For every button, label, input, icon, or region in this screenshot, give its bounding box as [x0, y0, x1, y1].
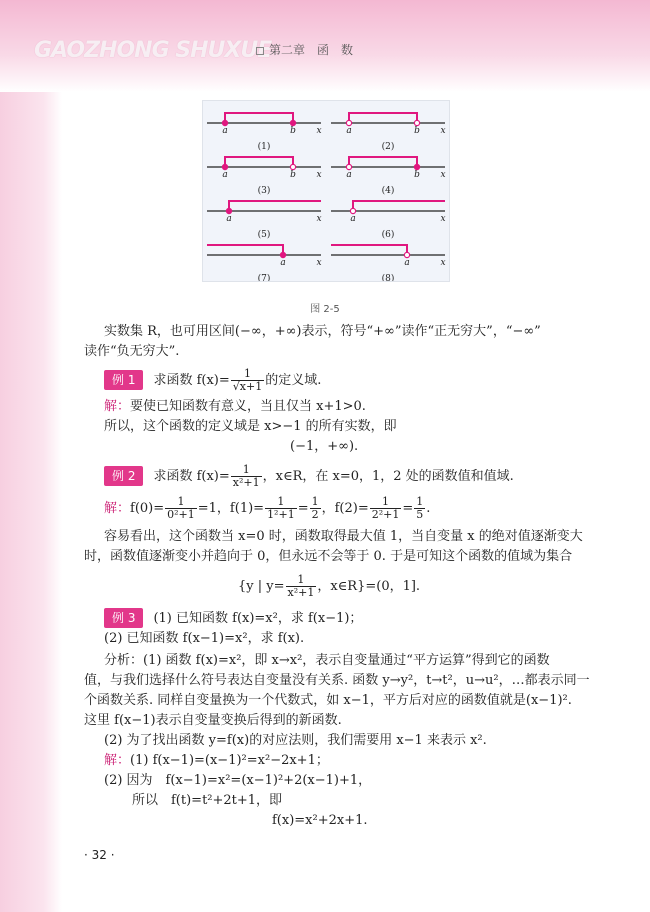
side-band — [0, 0, 62, 912]
example-1 — [104, 368, 321, 393]
numerator: 1 — [165, 496, 197, 509]
solution-text: 要使已知函数有意义，当且仅当 x+1>0. — [130, 399, 366, 414]
fraction — [414, 496, 425, 521]
interval-panel — [207, 201, 322, 240]
solution-line: 所以，这个函数的定义域是 x>−1 的所有实数，即 — [104, 419, 397, 434]
fraction — [286, 574, 317, 599]
page-number: · 32 · — [84, 848, 115, 862]
interval-panel — [207, 113, 322, 152]
tick-label-b: b — [414, 170, 420, 180]
solution-line: f(x)=x²+2x+1. — [272, 813, 368, 828]
fraction — [231, 368, 264, 393]
example-2 — [104, 464, 514, 489]
axis-label-x: x — [316, 214, 322, 224]
solution-2 — [104, 496, 430, 521]
range-set — [238, 574, 420, 599]
fraction — [265, 496, 297, 521]
solution-text: =1，f(1)= — [197, 501, 265, 516]
numerator: 1 — [265, 496, 297, 509]
interval-diagrams — [203, 101, 449, 281]
example-line: (2) 已知函数 f(x−1)=x²，求 f(x). — [104, 631, 305, 646]
chapter-title — [256, 41, 353, 58]
fraction — [231, 464, 262, 489]
tick-label-a: a — [346, 126, 352, 136]
denominator: 1²+1 — [267, 508, 295, 521]
tick-label-b: b — [414, 126, 420, 136]
numerator: 1 — [231, 368, 264, 381]
tick-label-a: a — [222, 126, 228, 136]
solution-text: (1) f(x−1)=(x−1)²=x²−2x+1； — [130, 753, 329, 768]
tick-label-a: a — [226, 214, 232, 224]
solution-label: 解： — [104, 399, 131, 414]
denominator: 2²+1 — [371, 508, 400, 521]
solution-line: 所以 f(t)=t²+2t+1，即 — [132, 793, 283, 808]
panel-label: (2) — [381, 142, 395, 152]
axis-label-x: x — [316, 126, 322, 136]
solution-1 — [104, 398, 366, 416]
tick-label-a: a — [404, 258, 410, 268]
example-tag: 例 1 — [104, 370, 143, 390]
axis-label-x: x — [316, 170, 322, 180]
solution-3 — [104, 752, 329, 770]
paragraph-line: 读作“负无穷大”. — [84, 344, 180, 359]
example-text: 的定义域. — [265, 373, 322, 388]
tick-label-b: b — [290, 170, 296, 180]
fraction — [310, 496, 321, 521]
tick-label-a: a — [280, 258, 286, 268]
figure-caption: 图 2-5 — [310, 304, 340, 315]
numerator: 1 — [286, 574, 317, 587]
denominator: 5 — [416, 508, 424, 521]
example-3 — [104, 608, 362, 628]
solution-text: = — [402, 501, 414, 516]
panel-label: (7) — [257, 274, 271, 281]
paragraph-line: 时，函数值逐渐变小并趋向于 0，但永远不会等于 0. 于是可知这个函数的值域为集合 — [84, 549, 573, 564]
chapter-text: 第二章 函 数 — [269, 43, 354, 57]
example-tag: 例 3 — [104, 608, 143, 628]
axis-label-x: x — [440, 126, 446, 136]
solution-label: 解： — [104, 501, 131, 516]
numerator: 1 — [311, 495, 319, 508]
interval-panel — [207, 157, 322, 196]
solution-text: = — [297, 501, 309, 516]
fraction — [370, 496, 402, 521]
denominator: 0²+1 — [167, 508, 195, 521]
panel-label: (8) — [381, 274, 395, 281]
axis-label-x: x — [440, 258, 446, 268]
analysis-line: 这里 f(x−1)表示自变量变换后得到的新函数. — [84, 713, 342, 728]
analysis-line: 分析：(1) 函数 f(x)=x²，即 x→x²，表示自变量通过“平方运算”得到它的函数 — [104, 653, 550, 668]
panel-label: (5) — [257, 230, 271, 240]
interval-panel — [331, 113, 446, 152]
example-text: 求函数 f(x)= — [153, 469, 230, 484]
brand-logo: GAOZHONG SHUXUE — [34, 38, 272, 63]
interval-panel — [331, 201, 446, 240]
denominator: x²+1 — [232, 476, 260, 489]
solution-text: ，f(2)= — [321, 501, 369, 516]
interval-figure — [202, 100, 450, 282]
tick-label-b: b — [290, 126, 296, 136]
panel-label: (6) — [381, 230, 395, 240]
example-text: (1) 已知函数 f(x)=x²，求 f(x−1)； — [153, 611, 363, 626]
example-tag: 例 2 — [104, 466, 143, 486]
set-text: ，x∈R}=(0，1]. — [317, 579, 421, 594]
denominator: x²+1 — [287, 586, 315, 599]
panel-label: (1) — [257, 142, 271, 152]
example-text: 求函数 f(x)= — [153, 373, 230, 388]
set-text: {y | y= — [238, 579, 285, 594]
panel-label: (3) — [257, 186, 271, 196]
interval-panel — [331, 157, 446, 196]
solution-label: 解： — [104, 753, 131, 768]
interval-panel — [207, 245, 322, 281]
interval-panel — [331, 245, 446, 281]
solution-line: (2) 因为 f(x−1)=x²=(x−1)²+2(x−1)+1， — [104, 773, 372, 788]
numerator: 1 — [370, 496, 402, 509]
denominator: √x+1 — [232, 380, 263, 393]
tick-label-a: a — [350, 214, 356, 224]
solution-text: f(0)= — [130, 501, 165, 516]
numerator: 1 — [231, 464, 262, 477]
tick-label-a: a — [222, 170, 228, 180]
fraction — [165, 496, 197, 521]
numerator: 1 — [416, 495, 424, 508]
analysis-line: 个函数关系. 同样自变量换为一个代数式，如 x−1，平方后对应的函数值就是(x−1)². — [84, 693, 572, 708]
square-icon — [256, 47, 264, 55]
example-text: ，x∈R，在 x=0，1，2 处的函数值和值域. — [262, 469, 514, 484]
paragraph-line: 容易看出，这个函数当 x=0 时，函数取得最大值 1，当自变量 x 的绝对值逐渐变大 — [104, 529, 583, 544]
tick-label-a: a — [346, 170, 352, 180]
paragraph-line: 实数集 R，也可用区间(−∞，+∞)表示，符号“+∞”读作“正无穷大”，“−∞” — [104, 324, 541, 339]
analysis-line: 值，与我们选择什么符号表达自变量没有关系. 函数 y→y²，t→t²，u→u²，…都表示同一 — [84, 673, 590, 688]
solution-line: (−1，+∞). — [290, 439, 359, 454]
axis-label-x: x — [316, 258, 322, 268]
axis-label-x: x — [440, 170, 446, 180]
panel-label: (4) — [381, 186, 395, 196]
denominator: 2 — [311, 508, 319, 521]
solution-text: . — [426, 501, 431, 516]
axis-label-x: x — [440, 214, 446, 224]
analysis-line: (2) 为了找出函数 y=f(x)的对应法则，我们需要用 x−1 来表示 x². — [104, 733, 487, 748]
